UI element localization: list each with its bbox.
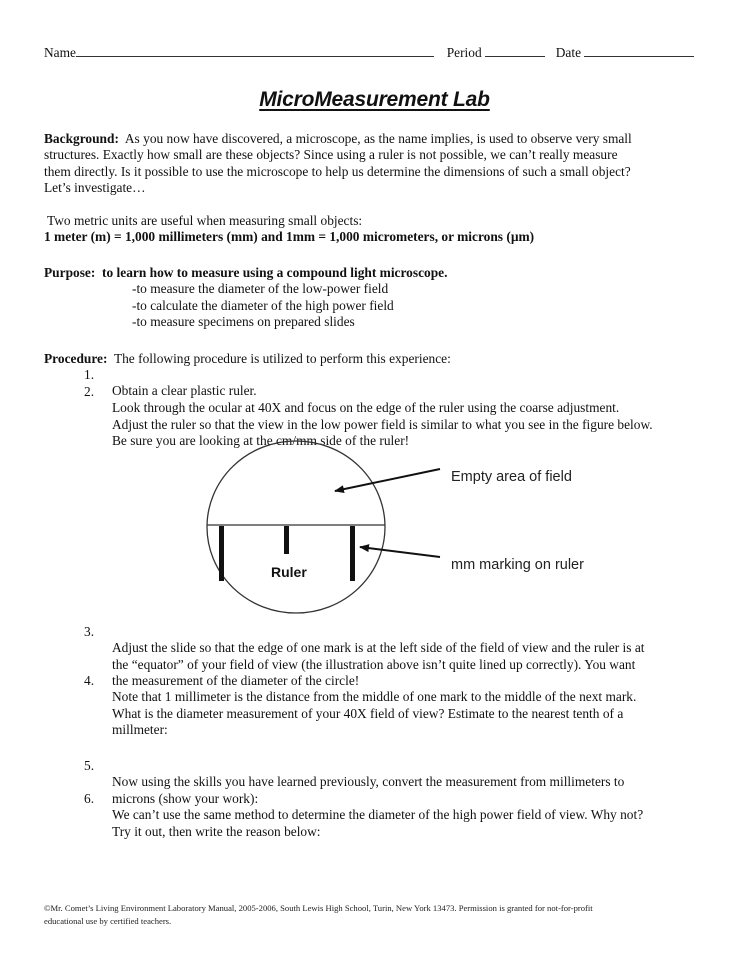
step-line: the “equator” of your field of view (the illustration above isn’t quite lined up correctly). You want xyxy=(112,656,636,672)
mm-mark-right xyxy=(350,526,355,581)
step-line: Obtain a clear plastic ruler. xyxy=(112,383,257,399)
answer-space-step-4[interactable] xyxy=(112,724,712,754)
step-line: Now using the skills you have learned previously, convert the measurement from millimeters to xyxy=(112,774,625,790)
step-number: 2. xyxy=(84,384,95,399)
background-line: them directly. Is it possible to use the microscope to help us determine the dimensions of such a small object? xyxy=(44,163,631,179)
purpose-item: -to calculate the diameter of the high power field xyxy=(132,297,394,313)
purpose-item: -to measure specimens on prepared slides xyxy=(132,313,355,329)
purpose-heading: Purpose: xyxy=(44,265,96,280)
background-heading: Background: xyxy=(44,131,119,146)
step-line: the measurement of the diameter of the circle! xyxy=(112,672,360,688)
callout-empty-area: Empty area of field xyxy=(451,469,572,485)
step-line: Try it out, then write the reason below: xyxy=(112,823,321,839)
procedure-step-4 xyxy=(84,673,714,737)
procedure-intro: The following procedure is utilized to perform this experience: xyxy=(113,351,451,366)
procedure-step-3 xyxy=(84,624,714,688)
arrow-empty-area xyxy=(335,469,440,491)
background-line: structures. Exactly how small are these objects? Since using a ruler is not possible, we can’t really measure xyxy=(44,147,618,163)
arrow-mm-marking xyxy=(360,547,440,557)
step-number: 4. xyxy=(84,673,95,688)
period-label: Period xyxy=(446,45,482,60)
procedure-step-6 xyxy=(84,791,714,839)
step-line: microns (show your work): xyxy=(112,790,259,806)
footer-line: educational use by certified teachers. xyxy=(44,916,172,926)
step-number: 6. xyxy=(84,791,95,806)
page-title: MicroMeasurement Lab xyxy=(259,88,490,111)
step-line: Adjust the slide so that the edge of one mark is at the left side of the field of view and the ruler is at xyxy=(112,640,645,656)
background-line: As you now have discovered, a microscope, as the name implies, is used to observe very small xyxy=(124,131,632,146)
step-line: What is the diameter measurement of your 40X field of view? Estimate to the nearest tenth of a xyxy=(112,705,624,721)
callout-mm-marking: mm marking on ruler xyxy=(451,557,584,573)
copyright-footer xyxy=(44,902,724,928)
units-equation: 1 meter (m) = 1,000 millimeters (mm) and 1mm = 1,000 micrometers, or microns (µm) xyxy=(44,229,535,245)
answer-space-step-6[interactable] xyxy=(112,828,712,892)
mm-mark-left xyxy=(219,526,224,581)
step-number: 5. xyxy=(84,758,95,773)
step-number: 1. xyxy=(84,367,95,382)
units-intro: Two metric units are useful when measuring small objects: xyxy=(47,213,363,228)
field-of-view-circle xyxy=(207,441,385,613)
date-label: Date xyxy=(555,45,582,60)
background-line: Let’s investigate… xyxy=(44,179,146,195)
step-number: 3. xyxy=(84,624,95,639)
step-line: millmeter: xyxy=(112,721,168,737)
footer-line: ©Mr. Comet’s Living Environment Laboratory Manual, 2005-2006, South Lewis High School, Turin, New York 13473. Permission is granted for not-for-profit xyxy=(44,903,593,913)
procedure-step-5 xyxy=(84,758,714,806)
mm-mark-middle xyxy=(284,526,289,554)
step-line: Adjust the ruler so that the view in the low power field is similar to what you see in the figure below. xyxy=(112,416,653,432)
procedure-heading: Procedure: xyxy=(44,351,108,366)
purpose-item: -to measure the diameter of the low-power field xyxy=(132,281,389,297)
step-line: Note that 1 millimeter is the distance from the middle of one mark to the middle of the next mark. xyxy=(112,689,637,705)
purpose-statement: to learn how to measure using a compound light microscope. xyxy=(102,265,448,280)
step-line: Look through the ocular at 40X and focus on the edge of the ruler using the coarse adjustment. xyxy=(112,400,620,416)
name-label: Name xyxy=(44,45,76,60)
ruler-label: Ruler xyxy=(271,564,307,580)
step-line: Be sure you are looking at the cm/mm side of the ruler! xyxy=(112,432,410,448)
step-line: We can’t use the same method to determine the diameter of the high power field of view. Why not? xyxy=(112,807,644,823)
